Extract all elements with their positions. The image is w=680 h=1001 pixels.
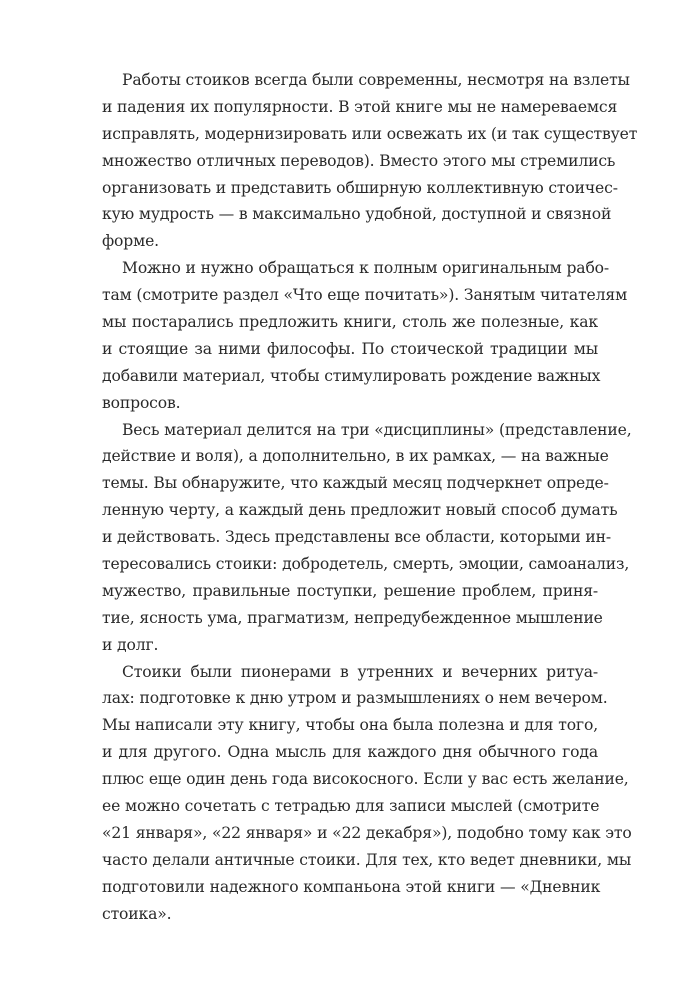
text-line: и действовать. Здесь представлены все области, которыми ин-	[102, 528, 612, 547]
text-line: Работы стоиков всегда были современны, несмотря на взлеты	[122, 71, 630, 89]
text-line: темы. Вы обнаружите, что каждый месяц подчеркнет опреде-	[102, 474, 609, 493]
text-line: Мы написали эту книгу, чтобы она была полезна и для того,	[102, 716, 598, 735]
text-line: подготовили надежного компаньона этой книги — «Дневник	[102, 877, 601, 896]
text-line: множество отличных переводов). Вместо этого мы стремились	[102, 151, 616, 170]
text-line: плюс еще один день года високосного. Если у вас есть желание,	[102, 770, 629, 789]
text-line: исправлять, модернизировать или освежать их (и так существует	[102, 124, 638, 143]
text-line: и падения их популярности. В этой книге мы не намереваемся	[102, 97, 618, 116]
text-line: и стоящие за ними философы. По стоической традиции мы	[102, 339, 598, 358]
text-line: часто делали античные стоики. Для тех, кто ведет дневники, мы	[102, 850, 632, 869]
text-line: тересовались стоики: добродетель, смерть, эмоции, самоанализ,	[102, 555, 630, 574]
text-line: организовать и представить обширную коллективную стоичес-	[102, 178, 618, 197]
text-line: мы постарались предложить книги, столь же полезные, как	[102, 313, 598, 332]
text-line: и для другого. Одна мысль для каждого дня обычного года	[102, 743, 598, 762]
text-line: «21 января», «22 января» и «22 декабря»), подобно тому как это	[102, 823, 632, 842]
text-line: вопросов.	[102, 393, 181, 412]
paragraph	[102, 255, 628, 416]
text-line: действие и воля), а дополнительно, в их рамках, — на важные	[102, 447, 609, 466]
text-line: Весь материал делится на три «дисциплины» (представление,	[122, 420, 632, 439]
text-line: там (смотрите раздел «Что еще почитать»). Занятым читателям	[102, 286, 628, 305]
body-text	[102, 67, 638, 928]
text-line: ленную черту, а каждый день предложит новый способ думать	[102, 501, 618, 520]
text-line: тие, ясность ума, прагматизм, непредубежденное мышление	[102, 608, 603, 627]
paragraph	[102, 417, 632, 659]
text-line: кую мудрость — в максимально удобной, доступной и связной	[102, 205, 612, 224]
text-line: ее можно сочетать с тетрадью для записи мыслей (смотрите	[102, 797, 600, 816]
paragraph	[102, 67, 638, 255]
text-line: лах: подготовке к дню утром и размышлениях о нем вечером.	[102, 689, 608, 708]
text-line: Можно и нужно обращаться к полным оригинальным рабо-	[122, 259, 610, 278]
paragraph	[102, 659, 632, 928]
text-line: стоика».	[102, 904, 172, 923]
text-line: добавили материал, чтобы стимулировать рождение важных	[102, 366, 601, 385]
text-line: форме.	[102, 232, 159, 251]
text-line: мужество, правильные поступки, решение проблем, приня-	[102, 581, 598, 600]
text-line: Стоики были пионерами в утренних и вечерних ритуа-	[122, 662, 598, 681]
text-line: и долг.	[102, 635, 159, 654]
